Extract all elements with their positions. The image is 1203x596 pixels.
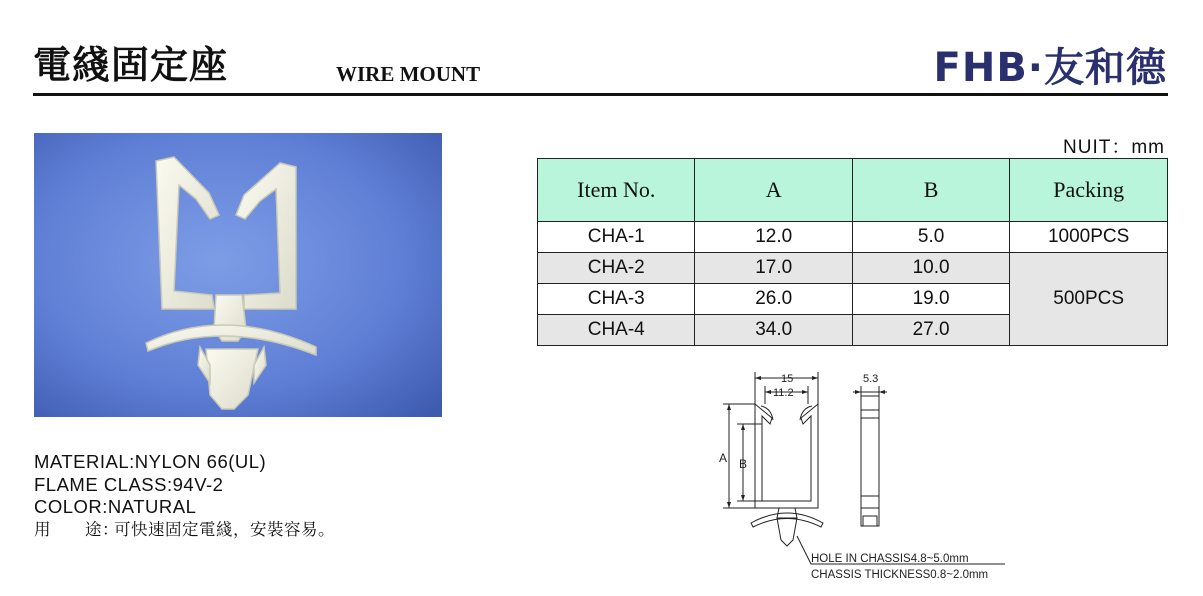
dim-5-3: 5.3 — [863, 373, 879, 385]
flame-class-text: FLAME CLASS:94V-2 — [34, 473, 224, 495]
cell-item: CHA-4 — [538, 315, 695, 346]
usage-text: 可快速固定電綫，安裝容易。 — [114, 519, 335, 539]
header-a: A — [695, 159, 852, 222]
dim-11-2: 11.2 — [773, 387, 794, 399]
cell-item: CHA-1 — [538, 222, 695, 253]
unit-label: NUIT：mm — [1063, 137, 1165, 158]
cell-item: CHA-2 — [538, 253, 695, 284]
cell-packing: 1000PCS — [1010, 222, 1168, 253]
spec-table — [537, 158, 1168, 346]
dim-a-label: A — [719, 451, 728, 465]
header-packing: Packing — [1010, 159, 1168, 222]
cell-a: 17.0 — [695, 253, 852, 284]
usage-line — [34, 519, 335, 542]
table-row — [538, 222, 1168, 253]
cell-a: 26.0 — [695, 284, 852, 315]
cell-b: 10.0 — [852, 253, 1009, 284]
cell-a: 12.0 — [695, 222, 852, 253]
dim-b-label: B — [739, 457, 748, 471]
page-title-english: WIRE MOUNT — [336, 62, 481, 86]
product-photo — [34, 133, 442, 417]
cell-b: 27.0 — [852, 315, 1009, 346]
cell-a: 34.0 — [695, 315, 852, 346]
cell-item: CHA-3 — [538, 284, 695, 315]
page-title-chinese: 電綫固定座 — [33, 42, 229, 87]
header-item-no: Item No. — [538, 159, 695, 222]
cell-b: 5.0 — [852, 222, 1009, 253]
header-b: B — [852, 159, 1009, 222]
hole-note: HOLE IN CHASSIS4.8~5.0mm — [811, 553, 969, 565]
product-info — [34, 451, 335, 541]
header-divider — [33, 93, 1168, 96]
thickness-note: CHASSIS THICKNESS0.8~2.0mm — [811, 569, 989, 581]
material-text: MATERIAL:NYLON 66(UL) — [34, 451, 267, 472]
usage-label: 用 途： — [34, 519, 119, 539]
table-row — [538, 253, 1168, 284]
table-header-row — [538, 159, 1168, 222]
brand-logo: FHB·友和德 — [933, 45, 1167, 91]
cell-packing: 500PCS — [1010, 253, 1168, 346]
dim-15: 15 — [781, 373, 794, 385]
cell-b: 19.0 — [852, 284, 1009, 315]
color-text: COLOR:NATURAL — [34, 496, 197, 517]
technical-drawing — [715, 368, 1025, 590]
